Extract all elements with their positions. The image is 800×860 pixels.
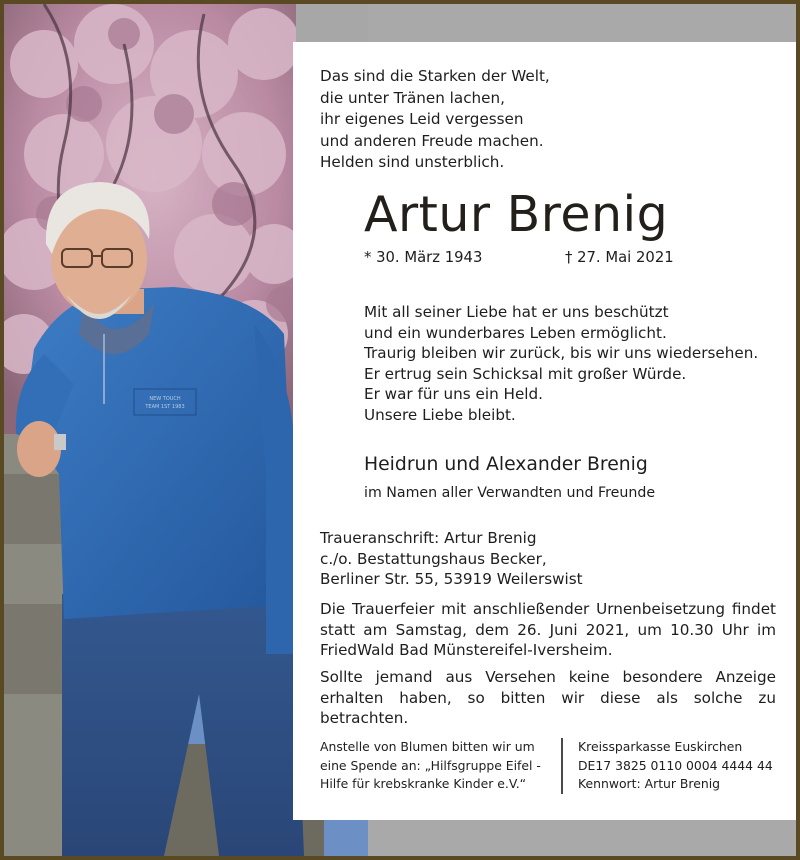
donation-line: eine Spende an: „Hilfsgruppe Eifel -	[320, 757, 541, 773]
bank-line: DE17 3825 0110 0004 4444 44	[578, 757, 773, 773]
family-names: Heidrun und Alexander Brenig	[364, 454, 648, 475]
poem-line: ihr eigenes Leid vergessen	[320, 110, 524, 128]
death-date: † 27. Mai 2021	[565, 249, 674, 266]
message-line: Er ertrug sein Schicksal mit großer Würde.	[364, 364, 687, 383]
poem-line: die unter Tränen lachen,	[320, 88, 505, 107]
donation-line: Anstelle von Blumen bitten wir um	[320, 739, 535, 754]
deceased-name: Artur Brenig	[364, 186, 669, 243]
birth-date: * 30. März 1943	[364, 249, 483, 266]
notice-text: Sollte jemand aus Versehen keine besondere Anzeige erhalten haben, so bitten wir diese als solche zu betrachten.	[320, 668, 776, 728]
address-line: c./o. Bestattungshaus Becker,	[320, 549, 547, 568]
family-subtitle: im Namen aller Verwandten und Freunde	[364, 485, 656, 501]
bank-line: Kennwort: Artur Brenig	[578, 776, 721, 792]
poem-line: und anderen Freude machen.	[320, 131, 544, 150]
message-line: Unsere Liebe bleibt.	[364, 405, 516, 424]
poem-line: Helden sind unsterblich.	[320, 153, 505, 171]
badge-line-1: NEW TOUCH	[149, 396, 181, 402]
message-line: Traurig bleiben wir zurück, bis wir uns wiedersehen.	[364, 344, 759, 363]
bank-line: Kreissparkasse Euskirchen	[578, 739, 743, 754]
message-line: Er war für uns ein Held.	[364, 385, 543, 404]
divider-line	[561, 738, 563, 794]
message-line: Mit all seiner Liebe hat er uns beschützt	[364, 303, 669, 321]
poem-line: Das sind die Starken der Welt,	[320, 67, 550, 85]
address-line: Berliner Str. 55, 53919 Weilerswist	[320, 570, 583, 588]
donation-request	[320, 738, 541, 794]
poem	[320, 66, 550, 174]
bank-details	[578, 738, 773, 794]
badge-line-2: TEAM 1ST 1983	[145, 404, 185, 410]
family-message	[364, 302, 758, 426]
ceremony-info: Die Trauerfeier mit anschließender Urnenbeisetzung findet statt am Samstag, dem 26. Juni 2021, um 10.30 Uhr im FriedWald Bad Münstereifel-Iversheim.	[320, 600, 776, 660]
message-line: und ein wunderbares Leben ermöglicht.	[364, 323, 667, 342]
donation-line: Hilfe für krebskranke Kinder e.V.“	[320, 776, 527, 792]
mourning-address	[320, 528, 583, 590]
address-line: Traueranschrift: Artur Brenig	[320, 529, 537, 547]
